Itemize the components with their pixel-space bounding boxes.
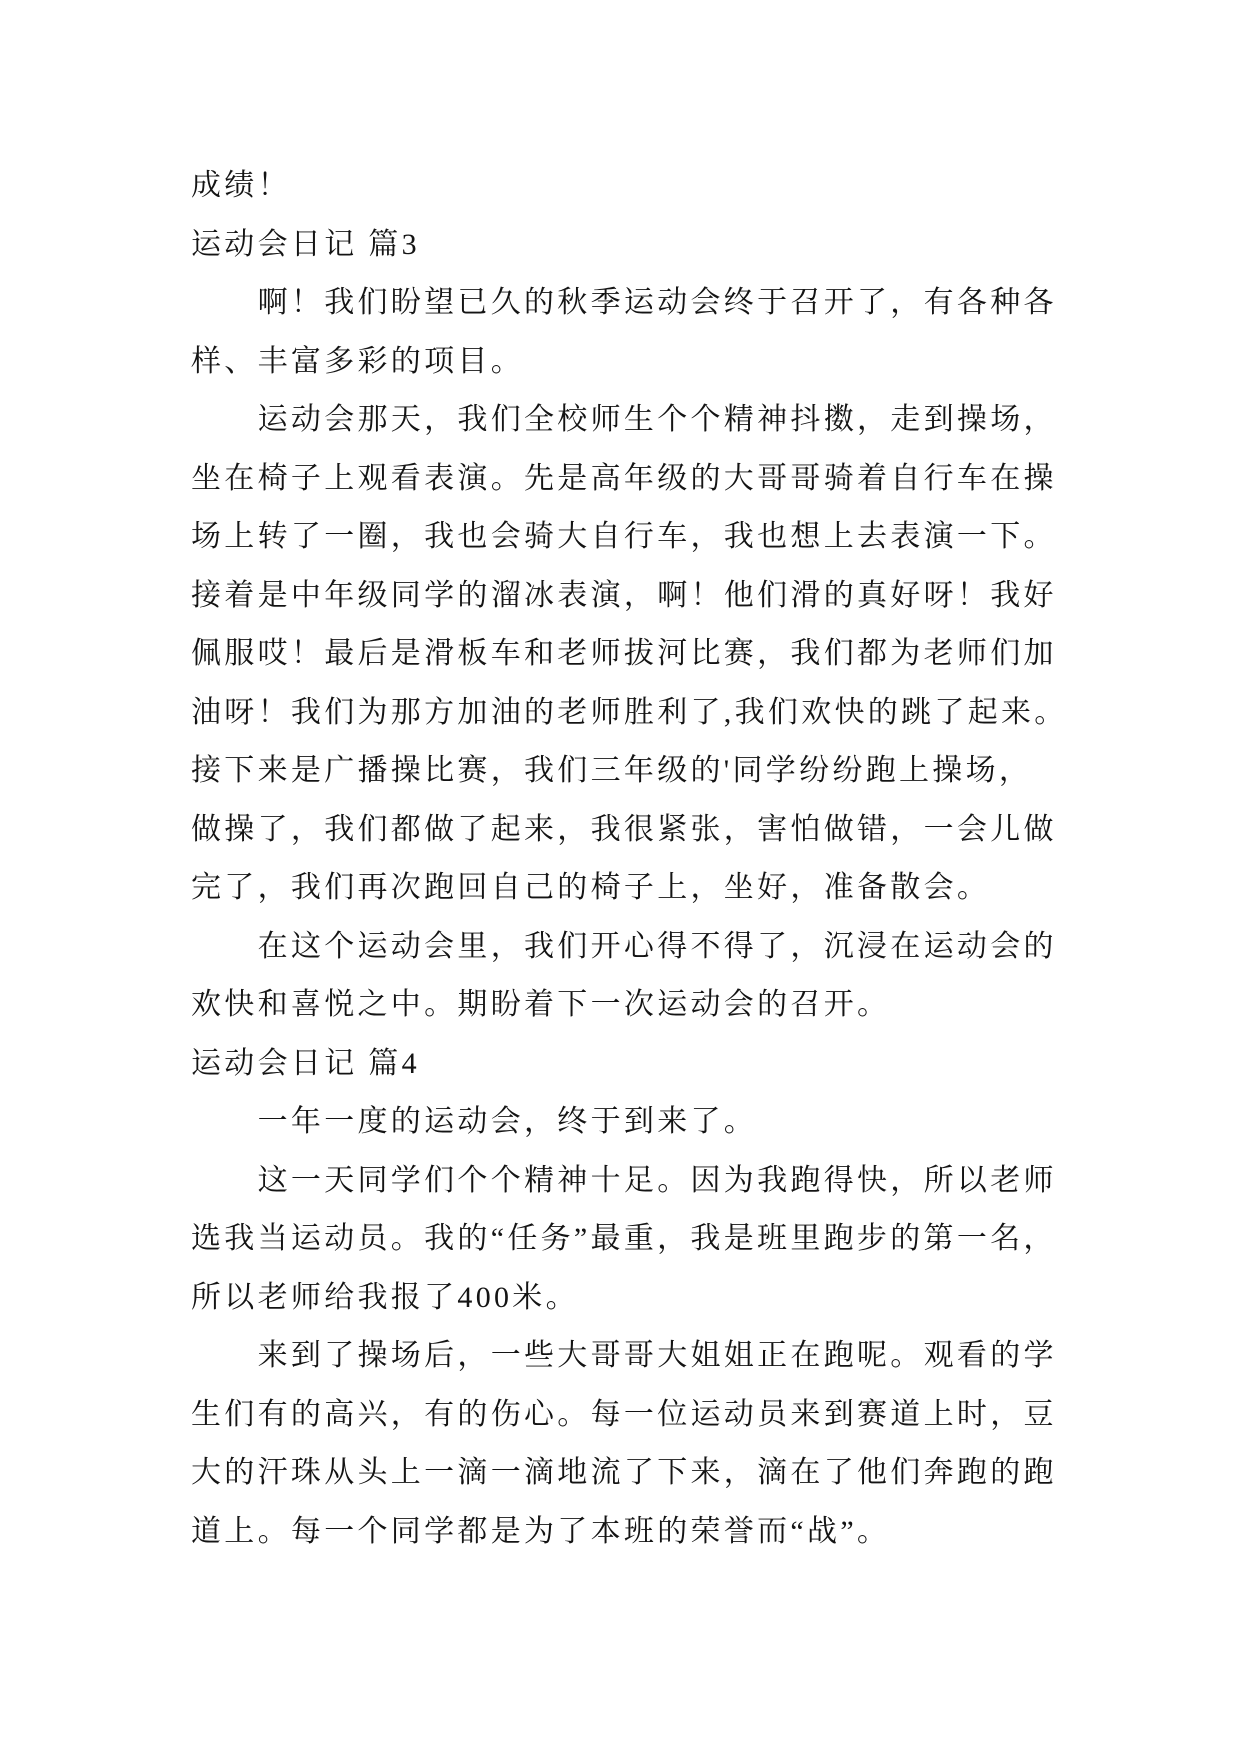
text-line: 样、丰富多彩的项目。 [191,344,524,378]
text-line: 运动会那天，我们全校师生个个精神抖擞，走到操场， [257,403,1057,436]
text-line: 接着是中年级同学的溜冰表演，啊！他们滑的真好呀！我好 [191,578,1057,612]
text-line: 来到了操场后，一些大哥哥大姐姐正在跑呢。观看的学 [257,1339,1057,1372]
paragraph [191,1327,1111,1561]
text-line: 佩服哎！最后是滑板车和老师拔河比赛，我们都为老师们加 [191,637,1057,670]
text-line: 完了，我们再次跑回自己的椅子上，坐好，准备散会。 [191,871,991,904]
paragraph [191,391,1111,918]
text-line: 所以老师给我报了400米。 [191,1280,579,1314]
text-line: 油呀！我们为那方加油的老师胜利了,我们欢快的跳了起来。 [191,695,1068,729]
paragraph [191,918,1111,1035]
section-heading: 运动会日记 篇3 [191,227,420,261]
paragraph [191,1152,1111,1328]
section-heading: 运动会日记 篇4 [191,1046,420,1080]
document-body [191,157,1111,1561]
text-line: 道上。每一个同学都是为了本班的荣誉而“战”。 [191,1514,891,1548]
text-line: 做操了，我们都做了起来，我很紧张，害怕做错，一会儿做 [191,812,1057,846]
continuation-paragraph [191,157,1111,216]
text-line: 生们有的高兴，有的伤心。每一位运动员来到赛道上时，豆 [191,1397,1057,1431]
text-line: 一年一度的运动会，终于到来了。 [257,1105,758,1138]
paragraph [191,274,1111,391]
text-line: 大的汗珠从头上一滴一滴地流了下来，滴在了他们奔跑的跑 [191,1456,1057,1489]
paragraph [191,1093,1111,1152]
text-line: 成绩！ [191,169,291,202]
text-line: 在这个运动会里，我们开心得不得了，沉浸在运动会的 [257,929,1057,963]
text-line: 场上转了一圈，我也会骑大自行车，我也想上去表演一下。 [191,520,1057,553]
text-line: 选我当运动员。我的“任务”最重，我是班里跑步的第一名， [191,1222,1057,1255]
text-line: 坐在椅子上观看表演。先是高年级的大哥哥骑着自行车在操 [191,461,1057,495]
text-line: 欢快和喜悦之中。期盼着下一次运动会的召开。 [191,988,891,1021]
text-line: 这一天同学们个个精神十足。因为我跑得快，所以老师 [257,1163,1057,1197]
text-line: 啊！我们盼望已久的秋季运动会终于召开了，有各种各 [257,286,1057,319]
text-line: 接下来是广播操比赛，我们三年级的'同学纷纷跑上操场， [191,754,1033,787]
